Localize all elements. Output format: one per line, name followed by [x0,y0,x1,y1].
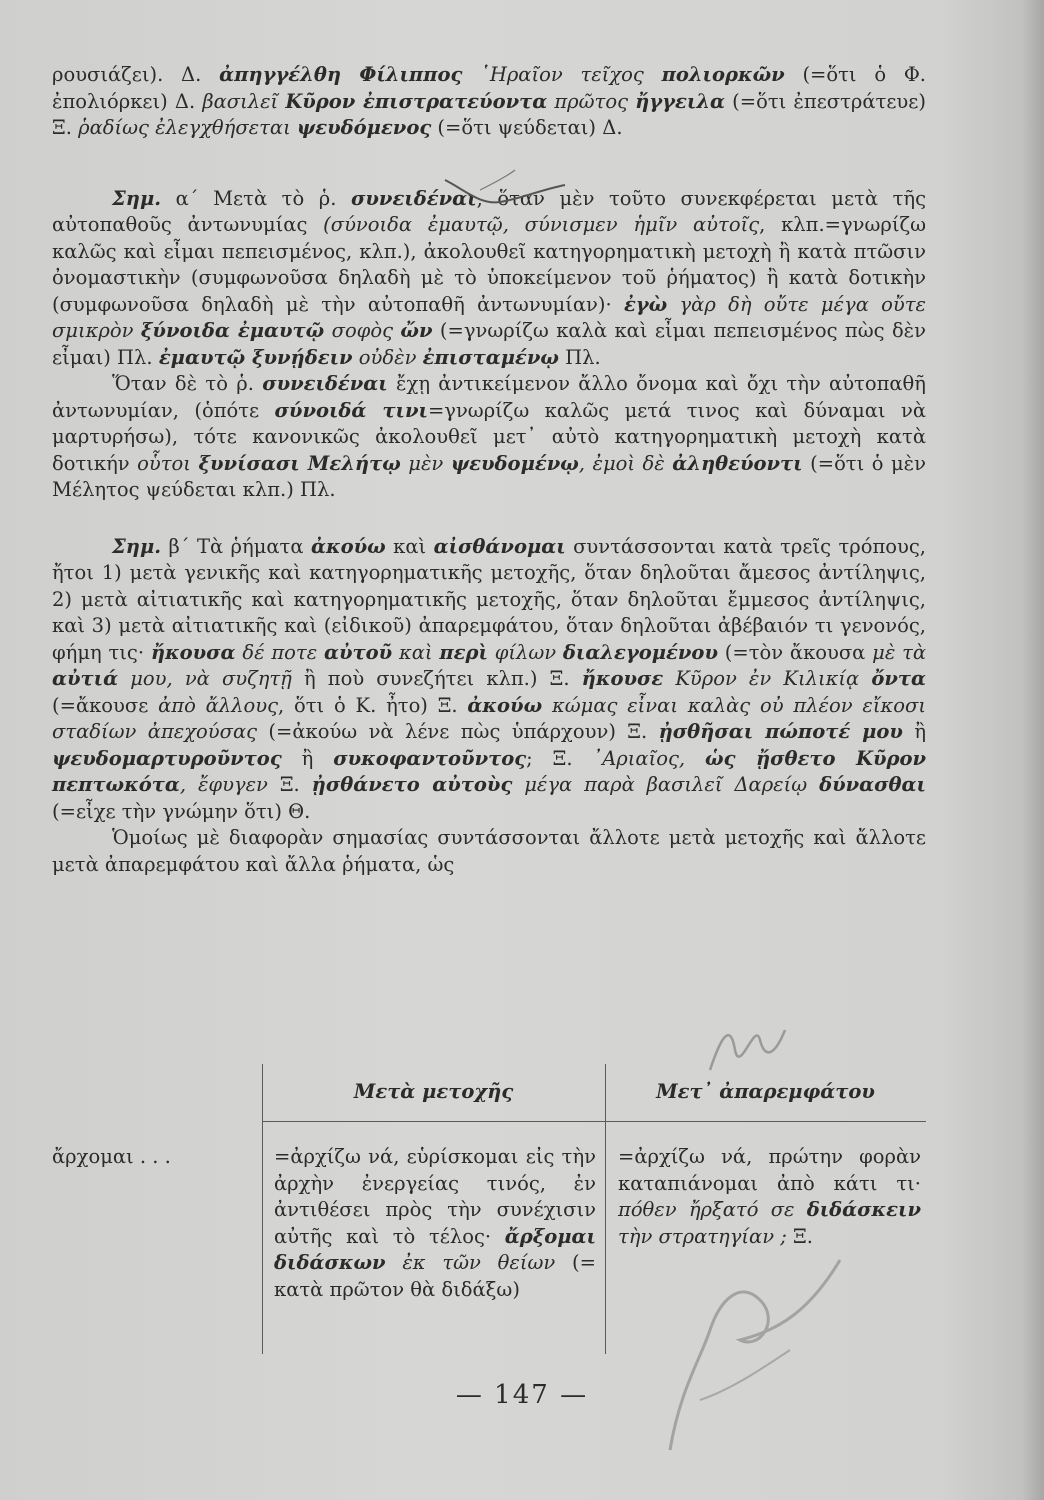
paragraph-other-verbs: Ὁμοίως μὲ διαφορὰν σημασίας συντάσσονται ἄλλοτε μετὰ μετοχῆς καὶ ἄλλοτε μετὰ ἀπαρεμφάτου καὶ ἄλλα ῥήματα, ὡς [52,826,926,876]
faint-signature [640,1240,870,1470]
header-infinitive: Μετ᾽ ἀπαρεμφάτου [656,1080,875,1103]
column-divider [605,1064,606,1354]
paragraph-1: ρουσιάζει). Δ. ἀπηγγέλθη Φίλιππος ῾Ηραῖον τεῖχος πολιορκῶν (=ὅτι ὁ Φ. ἐπολιόρκει) Δ. βασιλεῖ Κῦρον ἐπιστρατεύοντα πρῶτος ἤγγειλα (=ὅτι ἐπεστράτευε) Ξ. ῥαδίως ἐλεγχθήσεται ψευδόμενος (=ὅτι ψεύδεται) Δ. [52,63,927,139]
header-rule [262,1121,926,1122]
faint-handwritten-mark [700,1000,790,1090]
note-label: Σημ. [112,534,162,558]
page-edge-shadow [1022,0,1044,1500]
column-divider [262,1064,263,1354]
verb-cell: ἄρχομαι . . . [52,1145,171,1168]
note-label: Σημ. [112,186,162,210]
paragraph-syneidenai: Ὅταν δὲ τὸ ῥ. συνειδέναι ἔχῃ ἀντικείμενον ἄλλο ὄνομα καὶ ὄχι τὴν αὐτοπαθῆ ἀντωνυμίαν, (ὁπότε σύνοιδά τινι=γνωρίζω καλῶς μετά τινος καὶ δύναμαι νὰ μαρτυρήσω), τότε κανονικῶς ἀκολουθεῖ μετ᾽ αὐτὸ κατηγορηματικὴ μετοχὴ κατὰ δοτικήν οὗτοι ξυνίσασι Μελήτῳ μὲν ψευδομένῳ, ἐμοὶ δὲ ἀληθεύοντι (=ὅτι ὁ μὲν Μέλητος ψεύδεται κλπ.) Πλ. [52,372,927,501]
note-alpha: Σημ. α΄ Μετὰ τὸ ῥ. συνειδέναι, ὅταν μὲν τοῦτο συνεκφέρεται μετὰ τῆς αὐτοπαθοῦς ἀντωνυμίας (σύνοιδα ἐμαυτῷ, σύνισμεν ἡμῖν αὐτοῖς, κλπ.=γνωρίζω καλῶς καὶ εἶμαι πεπεισμένος, κλπ.), ἀκολουθεῖ κατηγορηματικὴ μετοχὴ ἢ κατὰ πτῶσιν ὀνομαστικὴν (συμφωνοῦσα δηλαδὴ μὲ τὸ ὑποκείμενον τοῦ ῥήματος) ἢ κατὰ δοτικὴν (συμφωνοῦσα δηλαδὴ μὲ τὴν αὐτοπαθῆ ἀντωνυμίαν)· ἐγὼ γὰρ δὴ οὔτε μέγα οὔτε σμικρὸν ξύνοιδα ἐμαυτῷ σοφὸς ὤν (=γνωρίζω καλὰ καὶ εἶμαι πεπεισμένος πὼς δὲν εἶμαι) Πλ. ἐμαυτῷ ξυνῄδειν οὐδὲν ἐπισταμένῳ Πλ. [52,186,926,369]
pen-stroke-mark [440,160,570,220]
infinitive-cell: =ἀρχίζω νά, πρώτην φορὰν καταπιάνομαι ἀπὸ κάτι τι· πόθεν ἤρξατό σε διδάσκειν τὴν στρατηγίαν ; Ξ. [618,1145,921,1248]
page-number: — 147 — [455,1380,589,1410]
header-participle: Μετὰ μετοχῆς [353,1080,514,1103]
participle-cell: =ἀρχίζω νά, εὑρίσκομαι εἰς τὴν ἀρχὴν ἐνεργείας τινός, ἐν ἀντιθέσει πρὸς τὴν συνέχισιν αὐτῆς καὶ τὸ τέλος· ἄρξομαι διδάσκων ἐκ τῶν θείων (= κατὰ πρῶτον θὰ διδάξω) [274,1145,596,1301]
note-beta: Σημ. β΄ Τὰ ῥήματα ἀκούω καὶ αἰσθάνομαι συντάσσονται κατὰ τρεῖς τρόπους, ἤτοι 1) μετὰ γενικῆς καὶ κατηγορηματικῆς μετοχῆς, ὅταν δηλοῦται ἄμεσος ἀντίληψις, 2) μετὰ αἰτιατικῆς καὶ κατηγορηματικῆς μετοχῆς, ὅταν δηλοῦται ἔμμεσος ἀντίληψις, καὶ 3) μετὰ αἰτιατικῆς καὶ (εἰδικοῦ) ἀπαρεμφάτου, ὅταν δηλοῦται ἀβέβαιόν τι γενονός, φήμη τις· ἤκουσα δέ ποτε αὐτοῦ καὶ περὶ φίλων διαλεγομένου (=τὸν ἄκουσα μὲ τὰ αὐτιά μου, νὰ συζητῇ ἢ ποὺ συνεζήτει κλπ.) Ξ. ἤκουσε Κῦρον ἐν Κιλικίᾳ ὄντα (=ἄκουσε ἀπὸ ἄλλους, ὅτι ὁ Κ. ἦτο) Ξ. ἀκούω κώμας εἶναι καλὰς οὐ πλέον εἴκοσι σταδίων ἀπεχούσας (=ἀκούω νὰ λένε πὼς ὑπάρχουν) Ξ. ᾐσθῆσαι πώποτέ μου ἢ ψευδομαρτυροῦντος ἢ συκοφαντοῦντος; Ξ. ᾽Αριαῖος, ὡς ᾔσθετο Κῦρον πεπτωκότα, ἔφυγεν Ξ. ᾐσθάνετο αὐτοὺς μέγα παρὰ βασιλεῖ Δαρείῳ δύνασθαι (=εἶχε τὴν γνώμην ὅτι) Θ. [52,534,927,823]
